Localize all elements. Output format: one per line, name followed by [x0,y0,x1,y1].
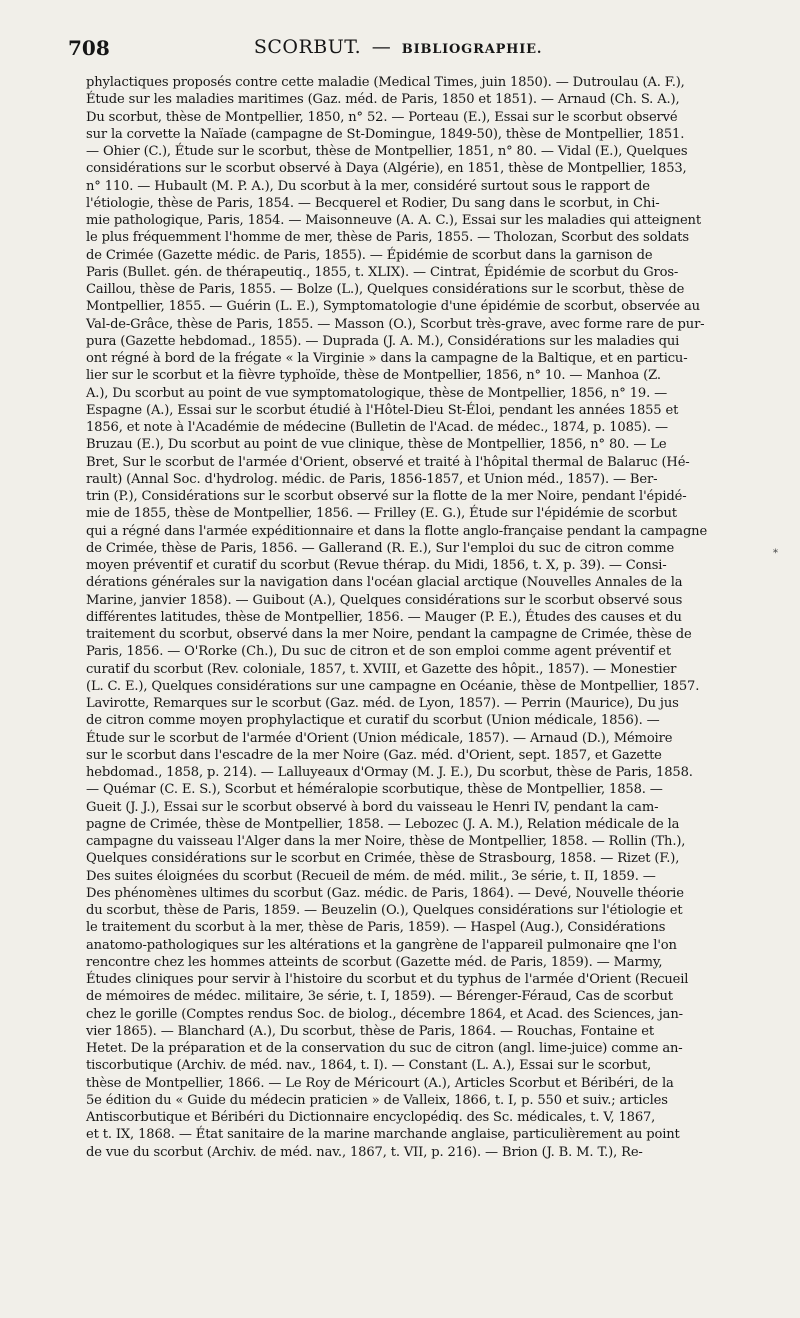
text-line: pagne de Crimée, thèse de Montpellier, 1858. — Lebozec (J. A. M.), Relation médicale de la [86,816,680,832]
text-line: de Crimée (Gazette médic. de Paris, 1855). — Épidémie de scorbut dans la garnison de [86,247,653,263]
text-line: mie pathologique, Paris, 1854. — Maisonneuve (A. A. C.), Essai sur les maladies qui atteignent [86,213,701,228]
text-line: de citron comme moyen prophylactique et curatif du scorbut (Union médicale, 1856). — [86,713,660,729]
text-line: hebdomad., 1858, p. 214). — Lalluyeaux d'Ormay (M. J. E.), Du scorbut, thèse de Paris, 1858. [86,765,693,780]
text-line: du scorbut, thèse de Paris, 1859. — Beuzelin (O.), Quelques considérations sur l'étiologie et [86,903,683,918]
text-line: sur le scorbut dans l'escadre de la mer Noire (Gaz. méd. d'Orient, sept. 1857, et Gazette [86,747,662,763]
text-line: de vue du scorbut (Archiv. de méd. nav., 1867, t. VII, p. 216). — Brion (J. B. M. T.), Re- [86,1144,643,1160]
text-line: curatif du scorbut (Rev. coloniale, 1857, t. XVIII, et Gazette des hôpit., 1857). — Monestier [86,661,677,677]
text-line: Lavirotte, Remarques sur le scorbut (Gaz. méd. de Lyon, 1857). — Perrin (Maurice), Du jus [86,696,679,711]
text-line: considérations sur le scorbut observé à Daya (Algérie), en 1851, thèse de Montpellier, 1853, [86,161,687,177]
text-line: sur la corvette la Naïade (campagne de St-Domingue, 1849-50), thèse de Montpellier, 1851. [86,126,685,142]
page-header [64,36,732,66]
text-line: 5e édition du « Guide du médecin praticien » de Valleix, 1866, t. I, p. 550 et suiv.; articles [86,1092,668,1108]
page-number: 708 [68,36,110,60]
bibliography-text [86,74,714,1161]
text-line: Des suites éloignées du scorbut (Recueil de mém. de méd. milit., 3e série, t. II, 1859. — [86,868,656,884]
text-line: de mémoires de médec. militaire, 3e série, t. I, 1859). — Bérenger-Féraud, Cas de scorbut [86,989,673,1005]
text-line: Val-de-Grâce, thèse de Paris, 1855. — Masson (O.), Scorbut très-grave, avec forme rare de pur- [86,316,705,332]
text-line: l'étiologie, thèse de Paris, 1854. — Becquerel et Rodier, Du sang dans le scorbut, in Chi- [86,195,660,211]
text-line: rault) (Annal Soc. d'hydrolog. médic. de Paris, 1856-1857, et Union méd., 1857). — Ber- [86,471,658,487]
text-line: Quelques considérations sur le scorbut en Crimée, thèse de Strasbourg, 1858. — Rizet (F.), [86,851,680,867]
text-line: thèse de Montpellier, 1866. — Le Roy de Méricourt (A.), Articles Scorbut et Béribéri, de la [86,1075,674,1091]
text-line: tiscorbutique (Archiv. de méd. nav., 1864, t. I). — Constant (L. A.), Essai sur le scorbut, [86,1058,652,1074]
text-line: Bret, Sur le scorbut de l'armée d'Orient, observé et traité à l'hôpital thermal de Balaruc (Hé- [86,454,690,470]
running-title-main: SCORBUT. [253,36,362,58]
text-line: le traitement du scorbut à la mer, thèse de Paris, 1859). — Haspel (Aug.), Considérations [86,920,666,936]
text-line: Étude sur les maladies maritimes (Gaz. méd. de Paris, 1850 et 1851). — Arnaud (Ch. S. A.), [86,92,680,108]
text-line: Étude sur le scorbut de l'armée d'Orient (Union médicale, 1857). — Arnaud (D.), Mémoire [86,730,673,746]
text-line: pura (Gazette hebdomad., 1855). — Duprada (J. A. M.), Considérations sur les maladies qui [86,333,680,349]
text-line: lier sur le scorbut et la fièvre typhoïde, thèse de Montpellier, 1856, n° 10. — Manhoa (Z. [86,368,661,384]
text-line: Antiscorbutique et Béribéri du Dictionnaire encyclopédiq. des Sc. médicales, t. V, 1867, [86,1110,656,1125]
margin-mark: * [773,548,778,559]
text-line: rencontre chez les hommes atteints de scorbut (Gazette méd. de Paris, 1859). — Marmy, [86,954,663,970]
text-line: phylactiques proposés contre cette maladie (Medical Times, juin 1850). — Dutroulau (A. F.), [86,75,685,90]
running-title [64,36,732,58]
text-line: et t. IX, 1868. — État sanitaire de la marine marchande anglaise, particulièrement au point [86,1127,680,1143]
text-line: anatomo-pathologiques sur les altérations et la gangrène de l'appareil pulmonaire qne l'on [86,937,677,953]
text-line: de Crimée, thèse de Paris, 1856. — Gallerand (R. E.), Sur l'emploi du suc de citron comme [86,540,675,556]
text-line: vier 1865). — Blanchard (A.), Du scorbut, thèse de Paris, 1864. — Rouchas, Fontaine et [86,1023,655,1039]
text-line: — Ohier (C.), Étude sur le scorbut, thèse de Montpellier, 1851, n° 80. — Vidal (E.), Quelques [86,144,688,159]
running-title-subtitle: BIBLIOGRAPHIE. [401,42,543,57]
text-line: — Quémar (C. E. S.), Scorbut et héméralopie scorbutique, thèse de Montpellier, 1858. — [86,782,663,798]
text-line: Montpellier, 1855. — Guérin (L. E.), Symptomatologie d'une épidémie de scorbut, observée au [86,299,700,315]
text-line: Études cliniques pour servir à l'histoire du scorbut et du typhus de l'armée d'Orient (Recueil [86,972,689,987]
text-line: 1856, et note à l'Académie de médecine (Bulletin de l'Acad. de médec., 1874, p. 1085). — [86,420,668,435]
text-line: campagne du vaisseau l'Alger dans la mer Noire, thèse de Montpellier, 1858. — Rollin (Th.), [86,834,686,849]
text-line: Gueit (J. J.), Essai sur le scorbut observé à bord du vaisseau le Henri IV, pendant la cam- [86,799,659,815]
text-line: dérations générales sur la navigation dans l'océan glacial arctique (Nouvelles Annales de la [86,575,683,591]
running-title-dash: — [371,36,392,58]
text-line: (L. C. E.), Quelques considérations sur une campagne en Océanie, thèse de Montpellier, 1857. [86,678,700,694]
text-line: qui a régné dans l'armée expéditionnaire et dans la flotte anglo-française pendant la campagne [86,523,708,539]
text-line: Caillou, thèse de Paris, 1855. — Bolze (L.), Quelques considérations sur le scorbut, thèse de [86,282,685,297]
text-line: ont régné à bord de la frégate « la Virginie » dans la campagne de la Baltique, et en particu- [86,351,688,366]
text-line: Paris, 1856. — O'Rorke (Ch.), Du suc de citron et de son emploi comme agent préventif et [86,644,671,660]
text-line: Du scorbut, thèse de Montpellier, 1850, n° 52. — Porteau (E.), Essai sur le scorbut observé [86,109,678,125]
text-line: n° 110. — Hubault (M. P. A.), Du scorbut à la mer, considéré surtout sous le rapport de [86,178,650,194]
text-line: Des phénomènes ultimes du scorbut (Gaz. médic. de Paris, 1864). — Devé, Nouvelle théorie [86,885,684,901]
text-line: le plus fréquemment l'homme de mer, thèse de Paris, 1855. — Tholozan, Scorbut des soldats [86,230,689,246]
text-line: différentes latitudes, thèse de Montpellier, 1856. — Mauger (P. E.), Études des causes et du [86,609,682,625]
text-line: chez le gorille (Comptes rendus Soc. de biolog., décembre 1864, et Acad. des Sciences, jan- [86,1006,683,1022]
text-line: Bruzau (E.), Du scorbut au point de vue clinique, thèse de Montpellier, 1856, n° 80. — Le [86,437,667,453]
text-line: Paris (Bullet. gén. de thérapeutiq., 1855, t. XLIX). — Cintrat, Épidémie de scorbut du Gros- [86,264,679,280]
text-line: Espagne (A.), Essai sur le scorbut étudié à l'Hôtel-Dieu St-Éloi, pendant les années 1855 et [86,402,679,418]
text-line: Hetet. De la préparation et de la conservation du suc de citron (angl. lime-juice) comme an- [86,1041,683,1056]
text-line: Marine, janvier 1858). — Guibout (A.), Quelques considérations sur le scorbut observé sous [86,592,683,608]
text-line: moyen préventif et curatif du scorbut (Revue thérap. du Midi, 1856, t. X, p. 39). — Consi- [86,558,667,573]
text-line: mie de 1855, thèse de Montpellier, 1856. — Frilley (E. G.), Étude sur l'épidémie de scorbut [86,506,677,522]
text-line: A.), Du scorbut au point de vue symptomatologique, thèse de Montpellier, 1856, n° 19. — [86,385,668,401]
text-line: traitement du scorbut, observé dans la mer Noire, pendant la campagne de Crimée, thèse de [86,627,692,642]
text-line: trin (P.), Considérations sur le scorbut observé sur la flotte de la mer Noire, pendant l'épidé- [86,489,687,504]
